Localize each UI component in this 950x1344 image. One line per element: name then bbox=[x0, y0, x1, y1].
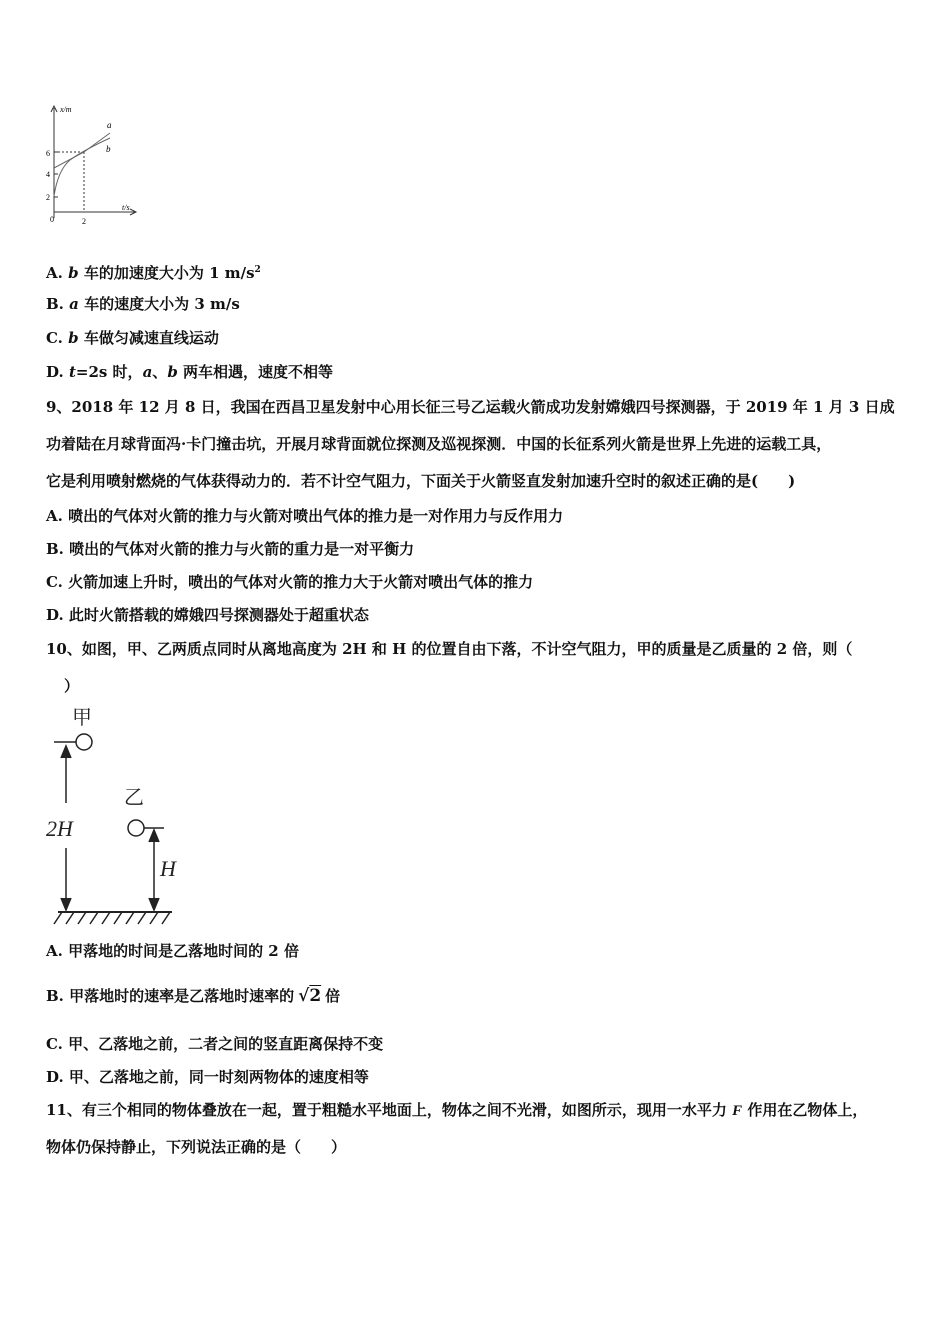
x-tick-2: 2 bbox=[82, 217, 86, 226]
arrow-H-up-head bbox=[149, 830, 159, 842]
ball-yi bbox=[128, 820, 144, 836]
label-2H: 2H bbox=[46, 816, 73, 841]
q10-stem-line1: 10、如图，甲、乙两质点同时从离地高度为 2H 和 H 的位置自由下落，不计空气阻力，甲的质量是乙质量的 2 倍，则（ bbox=[46, 640, 853, 658]
arrow-2H-down-head bbox=[61, 898, 71, 910]
curve-a bbox=[54, 133, 110, 168]
q11-stem-line1: 11、有三个相同的物体叠放在一起，置于粗糙水平地面上，物体之间不光滑，如图所示，现用一水平力 F 作用在乙物体上， bbox=[46, 1101, 868, 1119]
q9-option-b: B. 喷出的气体对火箭的推力与火箭的重力是一对平衡力 bbox=[46, 540, 415, 558]
curve-b-label: b bbox=[106, 144, 111, 154]
ground-hatching bbox=[54, 912, 170, 924]
y-axis-label: x/m bbox=[60, 105, 72, 114]
y-tick-4: 4 bbox=[46, 170, 50, 179]
q9-stem-line2: 功着陆在月球背面冯·卡门撞击坑，开展月球背面就位探测及巡视探测．中国的长征系列火箭是世界上先进的运载工具， bbox=[46, 435, 832, 453]
arrow-2H-up-head bbox=[61, 746, 71, 758]
q8-option-b: B. a 车的速度大小为 3 m/s bbox=[46, 295, 240, 313]
q8-option-c: C. b 车做匀减速直线运动 bbox=[46, 329, 219, 347]
curve-b bbox=[54, 138, 110, 196]
label-H: H bbox=[160, 856, 176, 881]
q10-option-b: B. 甲落地时的速率是乙落地时速率的 √2 倍 bbox=[46, 986, 341, 1006]
label-jia: 甲 bbox=[72, 705, 92, 729]
x-axis-label: t/s bbox=[122, 203, 130, 212]
q9-stem-line1: 9、2018 年 12 月 8 日，我国在西昌卫星发射中心用长征三号乙运载火箭成功发射嫦娥四号探测器，于 2019 年 1 月 3 日成 bbox=[46, 398, 895, 416]
y-tick-2: 2 bbox=[46, 193, 50, 202]
arrow-H-down-head bbox=[149, 898, 159, 910]
q8-option-d: D. t=2s 时，a、b 两车相遇，速度不相等 bbox=[46, 363, 334, 381]
curve-a-label: a bbox=[107, 120, 112, 130]
q10-stem-line2: ） bbox=[64, 677, 80, 695]
q10-option-a: A. 甲落地的时间是乙落地时间的 2 倍 bbox=[46, 942, 299, 960]
free-fall-figure bbox=[40, 700, 190, 932]
sqrt-2: √2 bbox=[298, 986, 322, 1006]
q8-option-a: A. b 车的加速度大小为 1 $m/s^2$ bbox=[46, 264, 261, 282]
y-tick-6: 6 bbox=[46, 149, 50, 158]
q9-stem-line3: 它是利用喷射燃烧的气体获得动力的．若不计空气阻力，下面关于火箭竖直发射加速升空时的叙述正确的是( ) bbox=[46, 472, 796, 490]
q11-stem-line2: 物体仍保持静止，下列说法正确的是（ ） bbox=[46, 1138, 347, 1156]
q10-option-c: C. 甲、乙落地之前，二者之间的竖直距离保持不变 bbox=[46, 1035, 384, 1053]
q10-option-d: D. 甲、乙落地之前，同一时刻两物体的速度相等 bbox=[46, 1068, 369, 1086]
q9-option-d: D. 此时火箭搭载的嫦娥四号探测器处于超重状态 bbox=[46, 606, 369, 624]
ball-jia bbox=[76, 734, 92, 750]
q9-option-a: A. 喷出的气体对火箭的推力与火箭对喷出气体的推力是一对作用力与反作用力 bbox=[46, 507, 564, 525]
xt-graph bbox=[40, 100, 150, 230]
q9-option-c: C. 火箭加速上升时，喷出的气体对火箭的推力大于火箭对喷出气体的推力 bbox=[46, 573, 534, 591]
x-tick-0: 0 bbox=[50, 215, 54, 224]
label-yi: 乙 bbox=[124, 785, 144, 809]
